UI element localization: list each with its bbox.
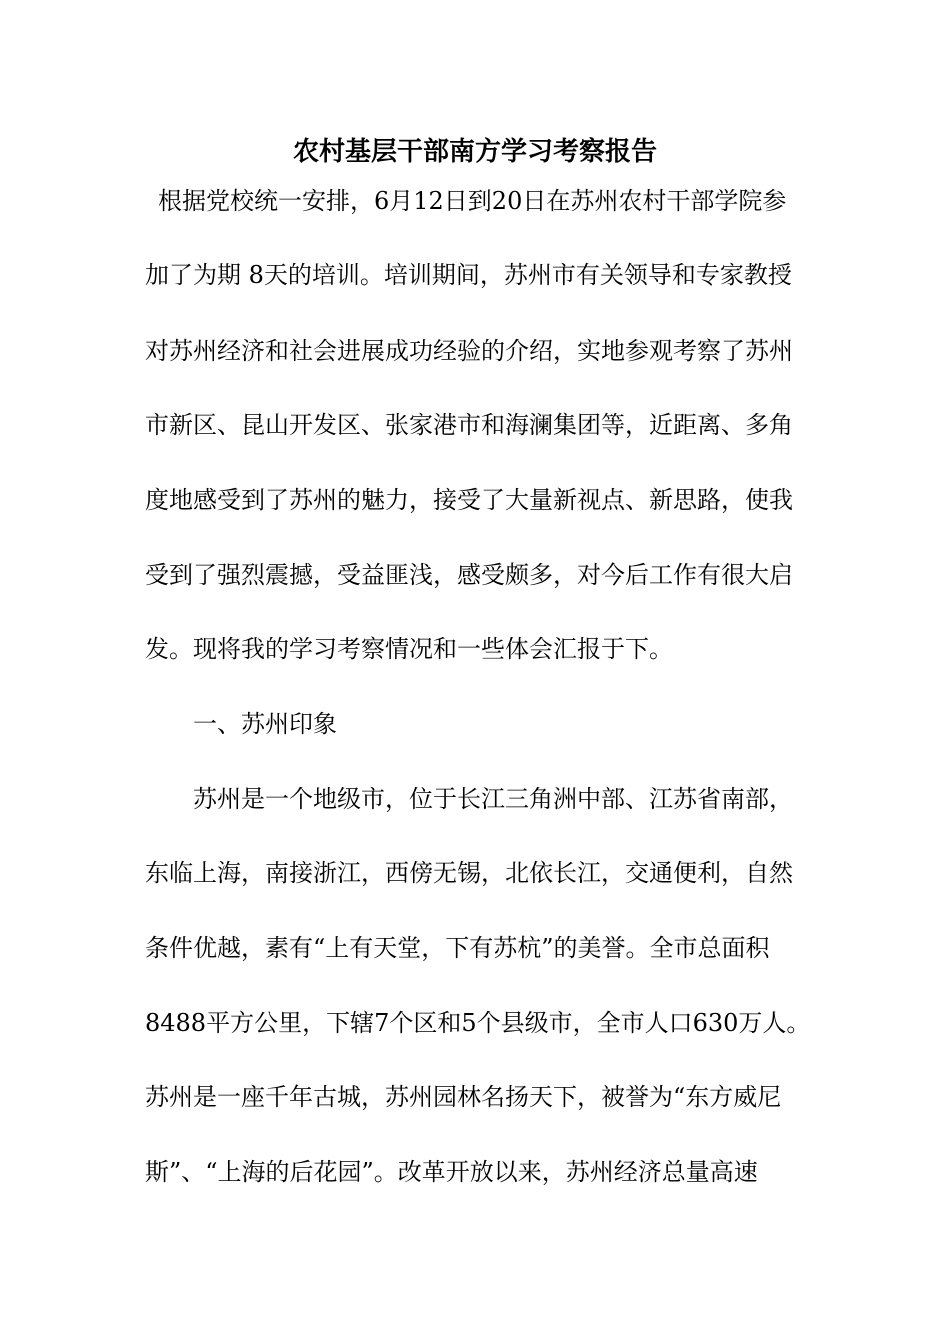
paragraph-line: 加了为期 8天的培训。培训期间，苏州市有关领导和专家教授 <box>145 261 792 289</box>
paragraph-line: 受到了强烈震撼，受益匪浅，感受颇多，对今后工作有很大启 <box>145 561 793 589</box>
paragraph-line: 发。现将我的学习考察情况和一些体会汇报于下。 <box>145 635 673 663</box>
paragraph-line: 条件优越，素有“上有天堂，下有苏杭”的美誉。全市总面积 <box>145 934 770 962</box>
paragraph-line: 苏州是一个地级市，位于长江三角洲中部、江苏省南部， <box>193 785 793 813</box>
paragraph-line: 根据党校统一安排，6月12日到20日在苏州农村干部学院参 <box>158 187 787 215</box>
paragraph-line: 斯”、“上海的后花园”。改革开放以来，苏州经济总量高速 <box>145 1158 758 1186</box>
section-heading: 一、苏州印象 <box>193 710 337 738</box>
paragraph-line: 度地感受到了苏州的魅力，接受了大量新视点、新思路，使我 <box>145 486 793 514</box>
paragraph-line: 8488平方公里，下辖7个区和5个县级市，全市人口630万人。 <box>145 1009 811 1037</box>
paragraph-line: 苏州是一座千年古城，苏州园林名扬天下，被誉为“东方威尼 <box>145 1083 782 1111</box>
document-title: 农村基层干部南方学习考察报告 <box>292 137 657 167</box>
paragraph-line: 对苏州经济和社会进展成功经验的介绍，实地参观考察了苏州 <box>145 337 793 365</box>
paragraph-line: 市新区、昆山开发区、张家港市和海澜集团等，近距离、多角 <box>145 411 793 439</box>
paragraph-line: 东临上海，南接浙江，西傍无锡，北依长江，交通便利，自然 <box>145 859 793 887</box>
